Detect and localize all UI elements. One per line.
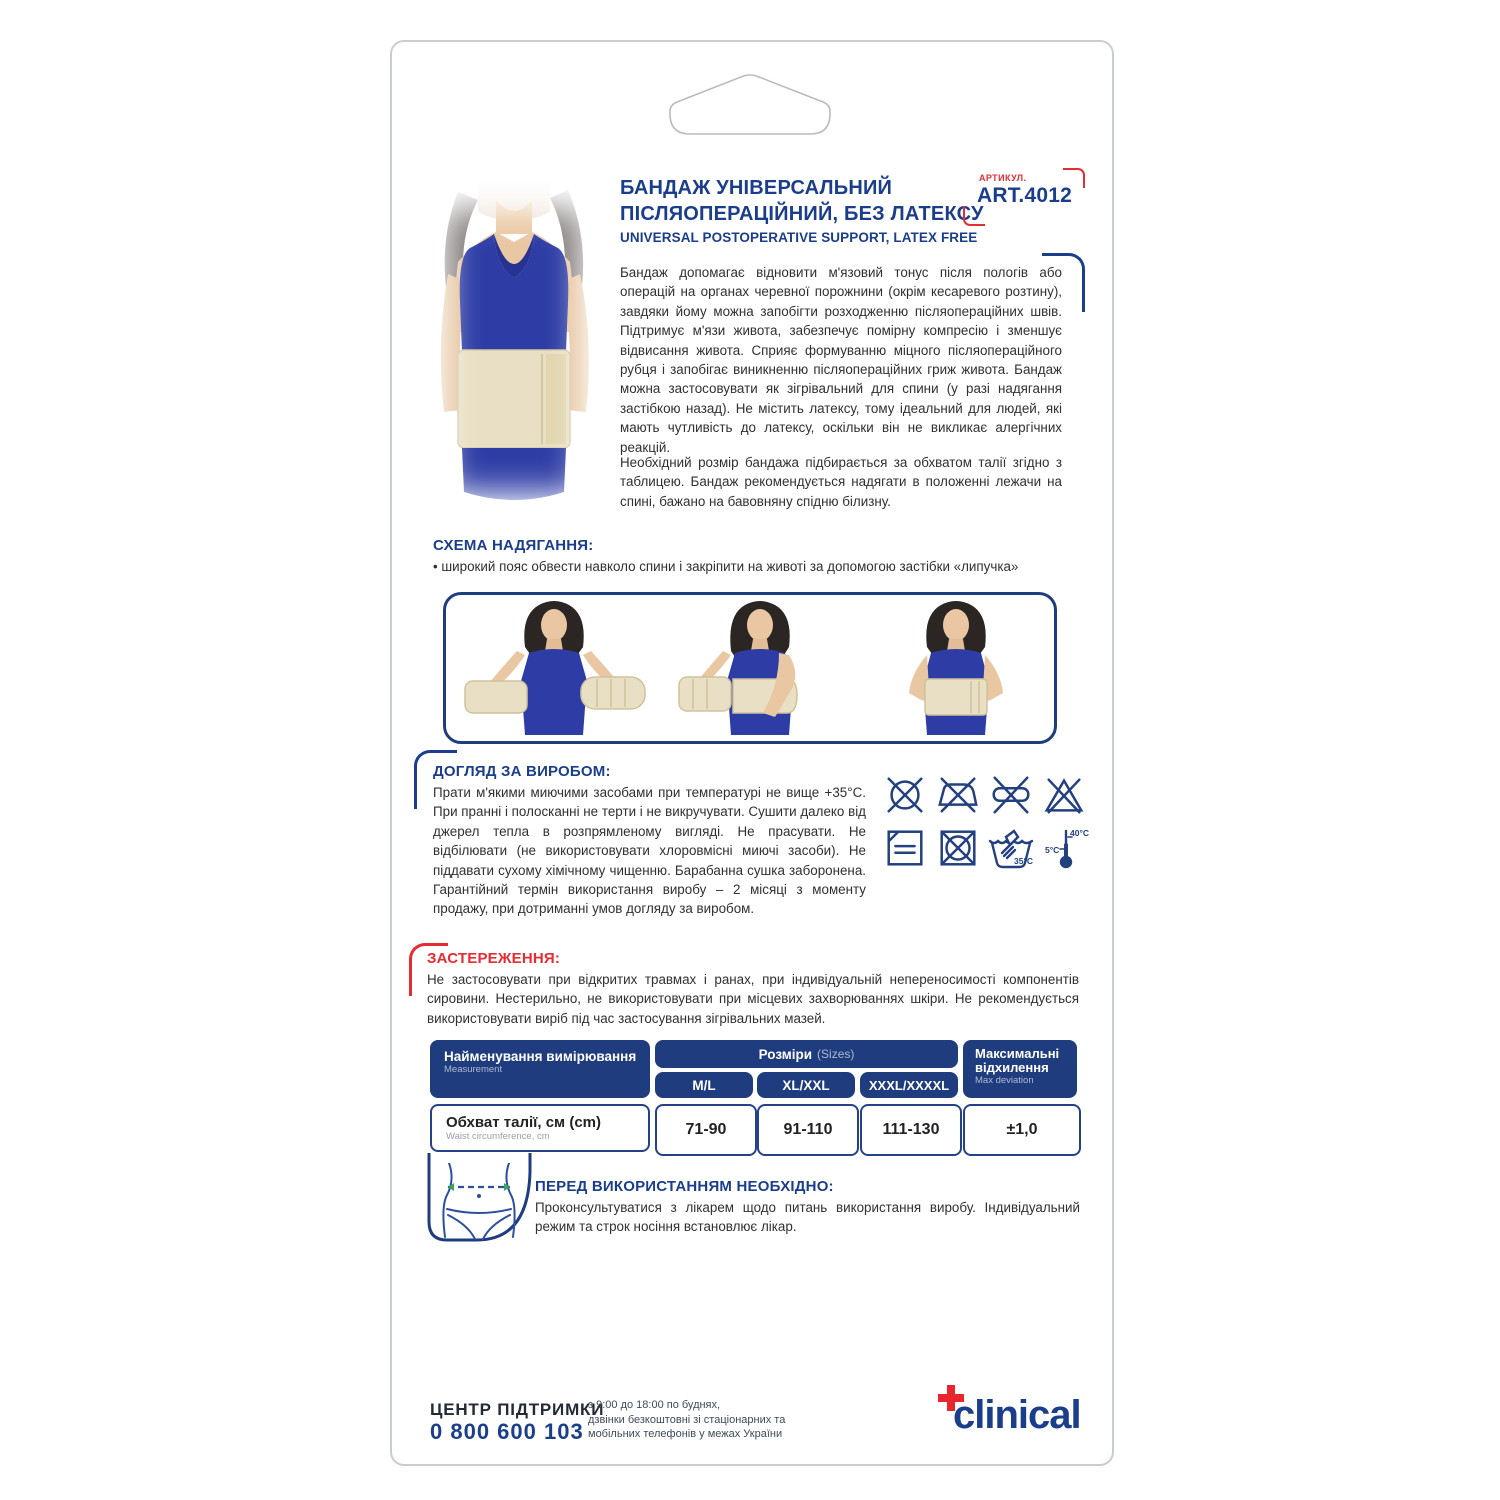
description-paragraph-1: Бандаж допомагає відновити м'язовий тонус після пологів або операцій на органах черевної порожнини (окрім кесаревого розтину), завдяки йому можна запобігти розходженню післяопераційних швів. Підтримує м'язи живота, забезпечує помірну компресію і зменшує відвисання живота. Сприяє формуванню міцного післяопераційного рубця і запобігає виникненню післяопераційних гриж живота. Бандаж можна застосовувати як зігрівальний для спини (у разі надягання застібкою назад). Не містить латексу, тому ідеальний для людей, які мають чутливість до латексу, оскільки він не викликає алергічних реакцій. (620, 265, 1062, 455)
sizes-header-cell (655, 1040, 958, 1068)
article-label: АРТИКУЛ. (979, 173, 1027, 183)
temp-max-label: 40°C (1069, 828, 1089, 838)
scheme-bullet: • широкий пояс обвести навколо спини і закріпити на животі за допомогою застібки «липучка» (433, 559, 1019, 574)
subtitle-en: UNIVERSAL POSTOPERATIVE SUPPORT, LATEX FREE (620, 230, 978, 245)
row-label-en: Waist circumference, cm (446, 1131, 550, 1142)
article-number: ART.4012 (977, 184, 1072, 207)
support-phone: 0 800 600 103 (430, 1419, 584, 1444)
hand-wash-temp-label: 35°C (1013, 856, 1033, 866)
warnings-text: Не застосовувати при відкритих травмах і ранах, при індивідуальній непереносимості компонентів сировини. Нестерильно, не використовувати при місцевих захворюваннях шкіри. Не рекомендується використовувати виріб під час застосування зігрівальних мазей. (427, 972, 1079, 1026)
deviation-header-2: відхилення (975, 1060, 1049, 1075)
size-col-xxxl: XXXL/XXXXL (860, 1072, 958, 1098)
value-xlxxl: 91-110 (757, 1104, 859, 1156)
title-line-1: БАНДАЖ УНІВЕРСАЛЬНИЙ (620, 177, 893, 199)
support-note-line-3: мобільних телефонів у межах України (588, 1428, 783, 1440)
care-heading: ДОГЛЯД ЗА ВИРОБОМ: (433, 763, 611, 780)
value-xxxl: 111-130 (860, 1104, 962, 1156)
support-title: ЦЕНТР ПІДТРИМКИ (430, 1400, 605, 1419)
before-use-text: Проконсультуватися з лікарем щодо питань використання виробу. Індивідуальний режим та строк носіння встановлює лікар. (535, 1200, 1080, 1235)
value-deviation: ±1,0 (963, 1104, 1081, 1156)
measurement-header-en: Measurement (444, 1064, 503, 1075)
support-note-line-1: з 9:00 до 18:00 по буднях, (588, 1399, 721, 1411)
deviation-header-cell (963, 1040, 1077, 1098)
warnings-heading: ЗАСТЕРЕЖЕННЯ: (427, 950, 561, 967)
measurement-header-cell (430, 1040, 650, 1098)
title-line-2: ПІСЛЯОПЕРАЦІЙНИЙ, БЕЗ ЛАТЕКСУ (620, 203, 984, 225)
deviation-header-1: Максимальні (975, 1046, 1060, 1061)
deviation-header-en: Max deviation (975, 1075, 1034, 1086)
support-note (588, 1398, 785, 1442)
size-col-ml: M/L (655, 1072, 753, 1098)
size-col-xlxxl: XL/XXL (757, 1072, 855, 1098)
sizes-header-en: (Sizes) (817, 1047, 855, 1061)
measurement-header: Найменування вимірювання (444, 1049, 637, 1064)
waist-measurement-icon (438, 1163, 520, 1241)
value-ml: 71-90 (655, 1104, 757, 1156)
temp-min-label: 5°C (1044, 845, 1059, 855)
row-label: Обхват талії, см (cm) (446, 1114, 601, 1131)
support-note-line-2: дзвінки безкоштовні зі стаціонарних та (588, 1413, 786, 1426)
measurement-row-label-cell (430, 1104, 650, 1152)
brand-logo (938, 1385, 1088, 1447)
sizes-header: Розміри (758, 1046, 813, 1062)
before-use-heading: ПЕРЕД ВИКОРИСТАННЯМ НЕОБХІДНО: (535, 1178, 834, 1195)
care-text: Прати м'якими миючими засобами при температурі не вище +35°С. При пранні і полосканні не терти і не викручувати. Сушити далеко від джерел тепла в розпрямленому вигляді. Не прасувати. Не відбілювати (не використовувати хлоровмісні миючі засоби). Не піддавати сухому хімічному чищенню. Барабанна сушка заборонена. Гарантійний термін використання виробу – 2 місяці з моменту продажу, при дотриманні умов догляду за виробом. (433, 785, 866, 917)
description-paragraph-2: Необхідний розмір бандажа підбирається за обхватом талії згідно з таблицею. Бандаж рекомендується надягати в положенні лежачи на спині, бажано на бавовняну спідню білизну. (620, 455, 1062, 509)
scheme-heading: СХЕМА НАДЯГАННЯ: (433, 537, 594, 554)
brand-name: clinical (953, 1393, 1081, 1437)
